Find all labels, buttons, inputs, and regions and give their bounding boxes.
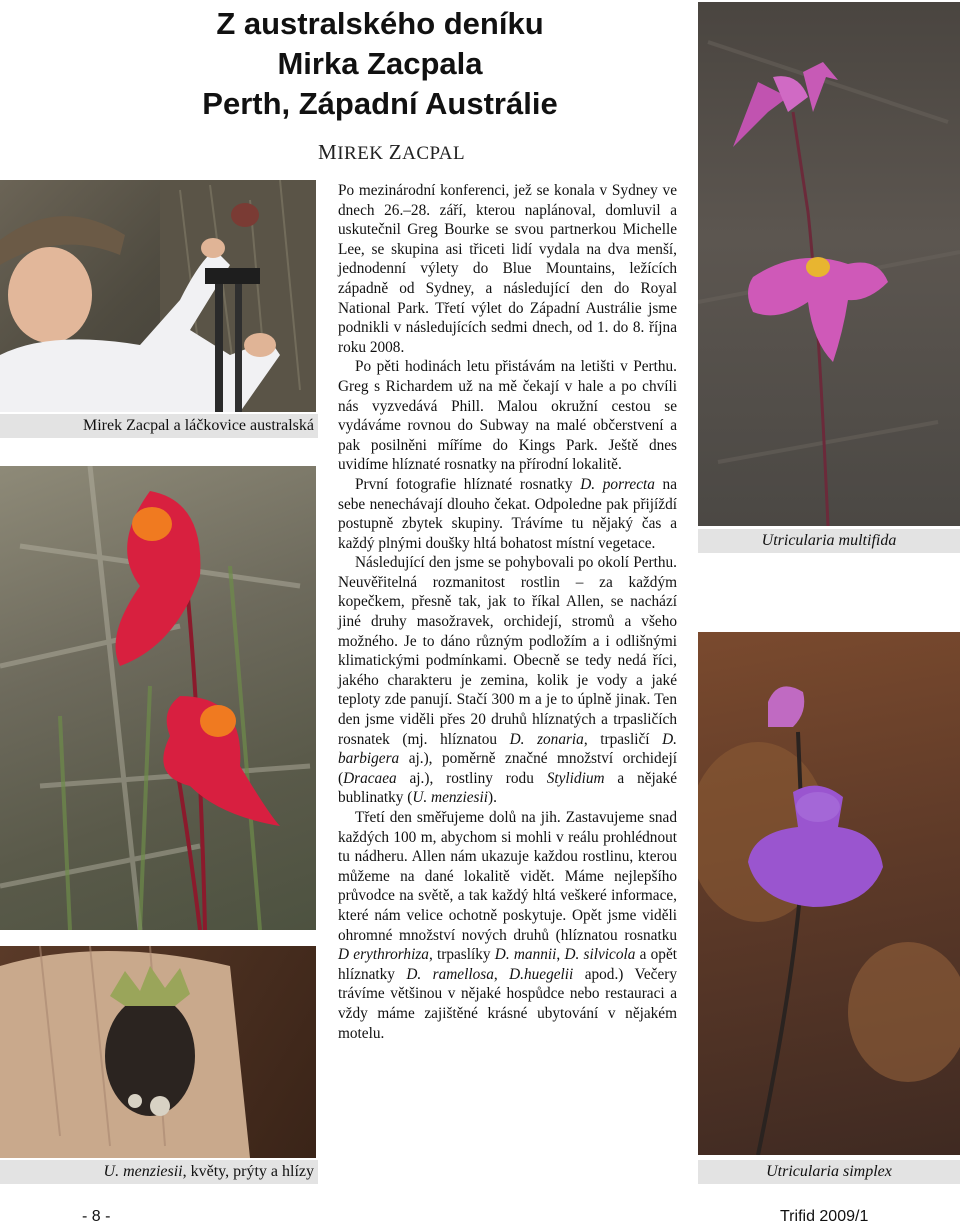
purple-petal — [803, 62, 838, 112]
author-last-initial: Z — [388, 140, 403, 164]
red-flower-photo — [0, 466, 316, 930]
article-paragraph — [338, 553, 677, 808]
caption-portrait: Mirek Zacpal a láčkovice australská — [0, 414, 318, 438]
multifida-illustration — [698, 2, 960, 526]
author-last-rest: ACPAL — [402, 143, 466, 164]
species-name: Dracaea — [343, 769, 397, 787]
hand-illustration — [0, 946, 316, 1158]
red-flower-illustration — [0, 466, 316, 930]
article-paragraph — [338, 181, 677, 357]
paragraph-text: aj.), poměrně značné množství orchidejí ( — [338, 750, 677, 787]
paragraph-text: , — [556, 946, 565, 964]
multifida-photo — [698, 2, 960, 526]
camera — [205, 268, 260, 284]
tripod-leg — [235, 280, 242, 412]
author-byline — [318, 140, 465, 165]
species-name: U. menziesii — [412, 789, 488, 807]
species-name: D. ramellosa — [406, 965, 494, 983]
paragraph-text: Následující den jsme se pohybovali po okolí Perthu. Neuvěřitelná rozmanitost rostlin – za každým kopečkem, přesně tak, jak to říkal Allen, se nachází jiné druhy masožravek, orchidejí, stromů a všeho možného. Je to dáno různým podložím a i odlišnými klimatickými podmínkami. Obecně se tedy nedá říci, jakého charakteru je zemina, kolik je vody a jaké teploty zde panují. Stačí 300 m a je to úplně jinak. Ten den jsme viděli přes 20 druhů hlíznatých a trpasličích rosnatek (mj. hlíznatou — [338, 554, 677, 748]
paragraph-text: , trpaslíky — [428, 946, 495, 964]
paragraph-text: a opět hlíznatky — [338, 946, 677, 983]
paragraph-text: , trpasličí — [583, 730, 663, 748]
species-name: D. zonaria — [509, 730, 584, 748]
tripod-leg — [215, 270, 223, 412]
caption-hand-species: U. menziesii — [103, 1163, 183, 1180]
paragraph-text: První fotografie hlíznaté rosnatky — [355, 475, 581, 493]
article-paragraph — [338, 475, 677, 553]
paragraph-text: Třetí den směřujeme dolů na jih. Zastavujeme snad každých 100 m, abychom si mohli v reálu prohlédnout tu nádheru. Allen nám ukazuje každou rostlinu, kterou můžeme na dané lokalitě vidět. Máme nejlepšího průvodce na světě, a tak každý hltá veškeré informace, které nám velice ochotně poskytuje. Opět jsme viděli ohromné množství nových druhů (hlíznatou rosnatku — [338, 809, 677, 944]
paragraph-text: , — [493, 965, 510, 983]
journal-issue: Trifid 2009/1 — [780, 1208, 869, 1225]
hand-photo — [0, 946, 316, 1158]
title-line-3: Perth, Západní Austrálie — [202, 86, 558, 121]
orange-palate — [200, 705, 236, 737]
species-name: D. porrecta — [580, 475, 655, 493]
simplex-illustration — [698, 632, 960, 1155]
caption-simplex: Utricularia simplex — [698, 1160, 960, 1184]
caption-hand-text: , květy, prýty a hlízy — [182, 1163, 314, 1180]
hand — [244, 333, 276, 357]
soil-tuber — [105, 996, 195, 1116]
caption-multifida: Utricularia multifida — [698, 529, 960, 553]
article-body — [338, 181, 677, 1043]
paragraph-text: apod.) Večery trávíme většinou v nějaké hospůdce nebo restauraci a vždy máme zajištěné krásné ubytování v nějakém motelu. — [338, 965, 677, 1042]
species-name: D.huegelii — [509, 965, 574, 983]
pitcher-plant — [231, 203, 259, 227]
species-name: D. barbigera — [338, 730, 677, 768]
orange-palate — [132, 507, 172, 541]
paragraph-text: aj.), rostliny rodu — [396, 769, 547, 787]
paragraph-text: a nějaké bublinatky ( — [338, 769, 677, 807]
face — [8, 247, 92, 343]
paragraph-text: na sebe nenechávají dlouho čekat. Odpoledne pak přijíždí postupně zbytek skupiny. Trávíme tu nějaký čas a každý plnými doušky hltá bohatost místní vegetace. — [338, 475, 677, 552]
article-paragraph — [338, 357, 677, 475]
portrait-illustration — [0, 180, 316, 412]
species-name: D erythrorhiza — [338, 946, 429, 964]
small-purple-flower — [768, 686, 804, 727]
simplex-photo — [698, 632, 960, 1155]
page-number: - 8 - — [82, 1208, 111, 1225]
species-name: D. mannii — [494, 946, 557, 964]
paragraph-text: ). — [488, 789, 497, 807]
paragraph-text: Po mezinárodní konferenci, jež se konala v Sydney ve dnech 26.–28. září, kterou naplánoval, domluvil a uskutečnil Greg Bourke se svou partnerkou Michelle Lee, se skupina asi třiceti lidí vydala na dva menší, jednodenní výlety do Blue Mountains, ležících západně od Sydney, a následující den do Royal National Park. Třetí výlet do Západní Austrálie jsme podnikli v následujících sedmi dnech, od 1. do 8. října roku 2008. — [338, 182, 677, 356]
author-first-initial: M — [318, 140, 338, 164]
author-first-rest: IREK — [337, 143, 384, 164]
paragraph-text: Po pěti hodinách letu přistávám na letišti v Perthu. Greg s Richardem už na mě čekají v hale a po chvíli nás vyzvedává Phill. Malou okružní cestou se vydáváme rovnou do Subway na malé občerstvení a pak posilněni míříme do Kings Park. Ještě dnes uvidíme hlíznaté rosnatky na přírodní lokalitě. — [338, 358, 677, 474]
species-name: Stylidium — [546, 769, 605, 787]
title-line-1: Z australského deníku — [216, 6, 544, 41]
caption-hand — [0, 1160, 318, 1184]
article-title — [150, 4, 610, 124]
title-line-2: Mirka Zacpala — [277, 46, 483, 81]
hand — [201, 238, 225, 258]
article-paragraph — [338, 808, 677, 1043]
portrait-photo — [0, 180, 316, 412]
species-name: D. silvicola — [564, 946, 636, 964]
